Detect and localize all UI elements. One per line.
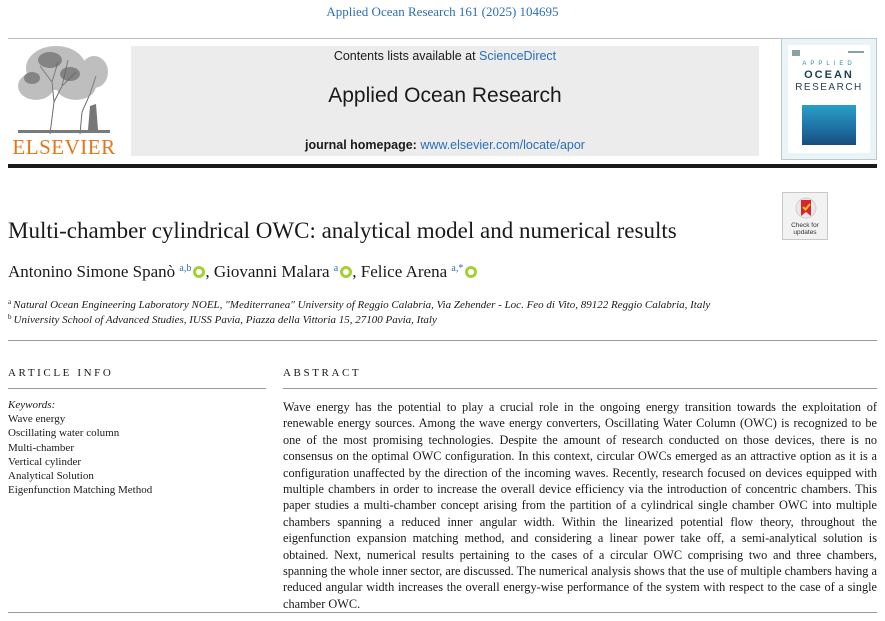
cover-inner bbox=[788, 45, 870, 153]
keywords-label: Keywords: bbox=[8, 399, 56, 411]
article-info-rule bbox=[8, 388, 266, 389]
article-title: Multi-chamber cylindrical OWC: analytical model and numerical results bbox=[8, 218, 677, 243]
author-name[interactable]: Antonino Simone Spanò bbox=[8, 262, 176, 281]
keyword-item: Analytical Solution bbox=[8, 470, 94, 483]
keyword-item: Oscillating water column bbox=[8, 427, 120, 440]
author-name[interactable]: Giovanni Malara bbox=[213, 262, 330, 281]
author-affil-mark[interactable]: a bbox=[333, 263, 339, 274]
abstract-rule bbox=[283, 388, 877, 389]
cover-research: RESEARCH bbox=[795, 82, 863, 93]
affiliation-text: University School of Advanced Studies, IUSS Pavia, Piazza della Vittoria 15, 27100 Pavia, Italy bbox=[13, 314, 437, 326]
affiliation-text: Natural Ocean Engineering Laboratory NOEL, "Mediterranea" University of Reggio Calabria, Via Zehender - Loc. Feo di Vito, 89122 Reggio Calabria, Italy bbox=[13, 299, 711, 311]
cover-ocean: OCEAN bbox=[804, 69, 854, 81]
author-separator: , bbox=[352, 262, 361, 281]
check-for-updates-button[interactable] bbox=[782, 192, 828, 240]
abstract-heading: ABSTRACT bbox=[283, 367, 362, 379]
homepage-line bbox=[131, 138, 759, 152]
author-name[interactable]: Felice Arena bbox=[360, 262, 448, 281]
author-separator: , bbox=[205, 262, 214, 281]
keyword-item: Multi-chamber bbox=[8, 441, 74, 454]
orcid-icon[interactable] bbox=[340, 266, 352, 278]
bookmark-icon bbox=[795, 197, 817, 219]
keywords-list bbox=[8, 398, 268, 497]
keyword-item: Eigenfunction Matching Method bbox=[8, 484, 153, 497]
affiliation-mark: a bbox=[8, 298, 12, 306]
section-divider bbox=[8, 340, 877, 341]
sciencedirect-link[interactable]: ScienceDirect bbox=[479, 49, 557, 63]
bottom-divider bbox=[8, 612, 877, 613]
article-info-heading: ARTICLE INFO bbox=[8, 367, 114, 379]
contents-prefix: Contents lists available at bbox=[333, 49, 480, 63]
author-affil-mark[interactable]: a,* bbox=[451, 263, 464, 274]
cover-image bbox=[802, 105, 856, 145]
author-affil-mark[interactable]: a,b bbox=[179, 263, 192, 274]
check-for-updates-label bbox=[783, 222, 827, 236]
affiliation-b bbox=[8, 313, 868, 326]
contents-line bbox=[131, 49, 759, 63]
journal-header-box bbox=[131, 46, 759, 156]
affiliation-mark: b bbox=[8, 313, 12, 321]
elsevier-logo[interactable] bbox=[8, 42, 120, 160]
homepage-link[interactable]: www.elsevier.com/locate/apor bbox=[420, 138, 585, 152]
abstract-body: Wave energy has the potential to play a crucial role in the ongoing energy transition towards the exploitation of renewable energy sources. Among the wave energy converters, Oscillating Water Column (OWC) is recognized to be one of the most promising technologies. Despite the amount of research conducted on those devices, there is no consensus on the optimal OWC configuration. In this context, circular OWCs emerged as an attractive option as it is a configuration unaffected by the direction of the incoming waves. Recently, research focused on devices equipped with multiple chambers in order to increase the overall device efficiency via the introduction of concentric chambers. This paper studies a multi-chamber concept arising from the partition of a cylindrical single chamber OWC into multiple chambers spanning a reduced inner angular width. Within the linearized potential flow theory, throughout the eigenfunction expansion matching method, and considering a linear power take off, a semi-analytical solution is obtained. Next, numerical results pertaining to the cases of a circular OWC comprising two and three chambers, spanning the whole inner sector, are discussed. The numerical analysis shows that the use of multiple chambers having a reduced angular width increases the overall energy-wise performance of the system with respect to the case of a single chamber OWC. bbox=[283, 400, 877, 611]
author-list bbox=[8, 262, 768, 282]
journal-citation[interactable]: Applied Ocean Research 161 (2025) 104695 bbox=[326, 4, 559, 19]
elsevier-wordmark: ELSEVIER bbox=[12, 135, 116, 159]
cover-masthead-mark bbox=[792, 49, 866, 57]
keyword-item: Wave energy bbox=[8, 413, 66, 426]
elsevier-tree-icon bbox=[10, 42, 118, 136]
journal-cover[interactable] bbox=[781, 38, 877, 160]
header-thick-rule bbox=[8, 164, 877, 168]
check-line1: Check for bbox=[791, 222, 819, 229]
affiliation-a bbox=[8, 298, 868, 311]
journal-title: Applied Ocean Research bbox=[328, 84, 562, 107]
orcid-icon[interactable] bbox=[193, 266, 205, 278]
cover-applied: APPLIED bbox=[802, 61, 856, 67]
orcid-icon[interactable] bbox=[465, 266, 477, 278]
homepage-prefix: journal homepage: bbox=[305, 138, 421, 152]
check-line2: updates bbox=[793, 229, 817, 236]
header-divider bbox=[8, 38, 877, 39]
keyword-item: Vertical cylinder bbox=[8, 455, 81, 468]
